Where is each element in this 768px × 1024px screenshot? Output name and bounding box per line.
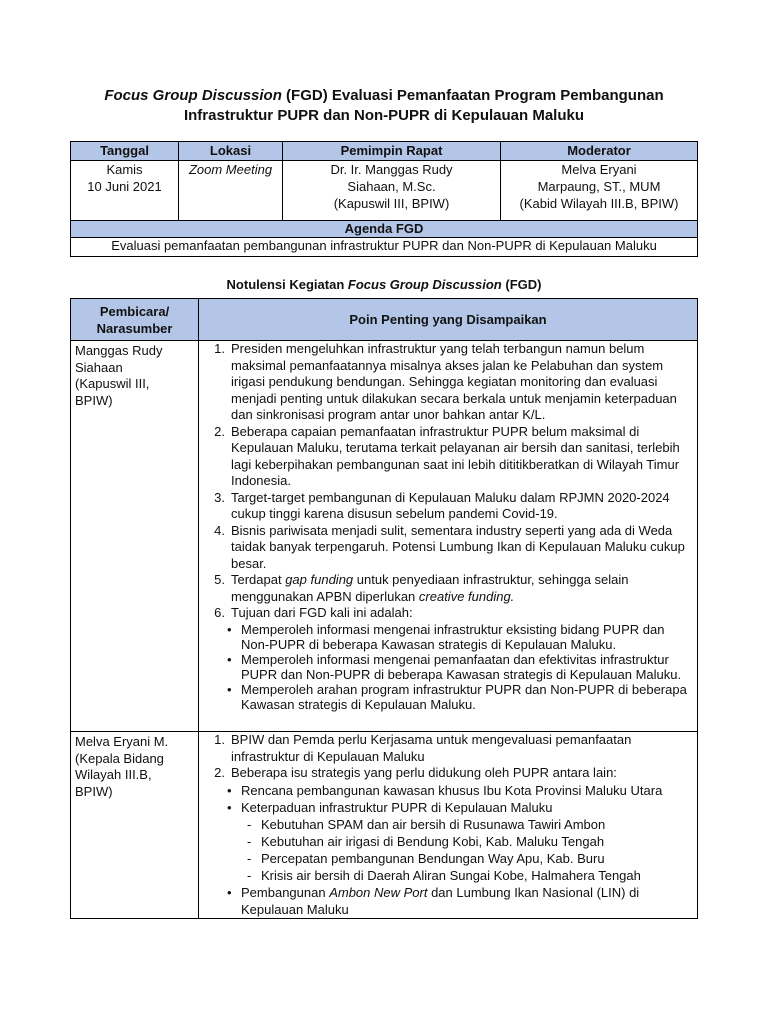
title-italic: Focus Group Discussion [104, 87, 282, 104]
list-item [205, 833, 691, 850]
list-item [205, 490, 691, 523]
bullet-text: Keterpaduan infrastruktur PUPR di Kepulauan Maluku [241, 799, 553, 815]
point-text: Beberapa isu strategis yang perlu didukung oleh PUPR antara lain: [231, 765, 617, 780]
item-number: 2. [214, 423, 225, 439]
table-row [71, 732, 698, 919]
list-item [205, 341, 691, 424]
pemimpin-line1: Dr. Ir. Manggas Rudy [330, 162, 453, 177]
pemimpin-line3: (Kapuswil III, BPIW) [333, 196, 450, 211]
dash-icon: - [247, 833, 252, 849]
item-number: 3. [214, 489, 225, 505]
dash-text: Percepatan pembangunan Bendungan Way Apu, Kab. Buru [261, 850, 605, 866]
header-moderator: Moderator [501, 142, 698, 161]
notulensi-title-post: (FGD) [501, 277, 542, 292]
bullet-icon: • [227, 651, 232, 667]
bullet-text: Memperoleh informasi mengenai pemanfaatan dan efektivitas infrastruktur PUPR dan Non-PUPR di beberapa Kawasan strategis di Kepulauan Maluku. [241, 651, 682, 682]
speaker-2-role3: BPIW) [75, 783, 113, 799]
pemimpin-line2: Siahaan, M.Sc. [347, 179, 436, 194]
dash-icon: - [247, 867, 252, 883]
item-number: 1. [214, 732, 225, 747]
speaker-2-name: Melva Eryani M. [75, 734, 169, 749]
speaker-1-name2: Siahaan [75, 359, 123, 375]
header-pembicara-line1: Pembicara/ [99, 303, 170, 319]
moderator-cell [501, 161, 698, 221]
dash-text: Kebutuhan SPAM dan air bersih di Rusunawa Tawiri Ambon [261, 816, 606, 832]
speaker-2-cell [71, 732, 199, 919]
title-line1: (FGD) Evaluasi Pemanfaatan Program Pembangunan [281, 87, 664, 104]
notulensi-title-pre: Notulensi Kegiatan [226, 277, 348, 292]
agenda-header: Agenda FGD [71, 221, 698, 238]
bullet-icon: • [227, 681, 232, 697]
notulensi-title [70, 276, 698, 294]
item-number: 2. [214, 765, 225, 780]
bullet-text: Memperoleh informasi mengenai infrastruktur eksisting bidang PUPR dan Non-PUPR di beberapa Kawasan strategis di Kepulauan Maluku. [241, 621, 665, 652]
list-item [205, 622, 691, 652]
dash-icon: - [247, 850, 252, 866]
header-pemimpin: Pemimpin Rapat [283, 142, 501, 161]
list-item [205, 572, 691, 605]
bullet-icon: • [227, 884, 232, 900]
dash-text: Kebutuhan air irigasi di Bendung Kobi, Kab. Maluku Tengah [261, 833, 605, 849]
moderator-line3: (Kabid Wilayah III.B, BPIW) [519, 196, 679, 211]
moderator-line2: Marpaung, ST., MUM [537, 179, 661, 194]
agenda-text: Evaluasi pemanfaatan pembangunan infrastruktur PUPR dan Non-PUPR di Kepulauan Maluku [71, 238, 698, 257]
table-row [71, 341, 698, 732]
speaker-1-role2: BPIW) [75, 392, 113, 408]
speaker-1-role: (Kapuswil III, [75, 376, 150, 391]
speaker-2-role2: Wilayah III.B, [75, 767, 152, 782]
lokasi-cell: Zoom Meeting [179, 161, 283, 221]
bullet-icon: • [227, 621, 232, 637]
notulensi-title-italic: Focus Group Discussion [347, 277, 502, 292]
point-text-a: Terdapat [231, 572, 286, 587]
header-pembicara [71, 299, 199, 341]
list-item [205, 816, 691, 833]
list-item [205, 523, 691, 573]
list-item [205, 732, 691, 765]
list-item [205, 682, 691, 712]
list-item [205, 867, 691, 884]
list-item [205, 850, 691, 867]
bullet-icon: • [227, 782, 232, 798]
point-text-b: untuk penyediaan infrastruktur, sehingga selain menggunakan APBN diperlukan [231, 572, 629, 604]
header-pembicara-line2: Narasumber [96, 320, 173, 336]
header-tanggal: Tanggal [71, 142, 179, 161]
item-number: 4. [214, 522, 225, 538]
tanggal-cell [71, 161, 179, 221]
point-text: Bisnis pariwisata menjadi sulit, sementara industry seperti yang ada di Weda taidak banyak terpengaruh. Potensi Lumbung Ikan di Kepulauan Maluku cukup besar. [231, 522, 685, 571]
point-text: Target-target pembangunan di Kepulauan Maluku dalam RPJMN 2020-2024 cukup tinggi karena disusun sebelum pandemi Covid-19. [231, 489, 670, 521]
notes-table [70, 298, 698, 919]
list-item [205, 782, 691, 799]
list-item [205, 424, 691, 490]
pemimpin-cell [283, 161, 501, 221]
list-item [205, 652, 691, 682]
speaker-2-role: (Kepala Bidang [75, 750, 164, 766]
point-text: Presiden mengeluhkan infrastruktur yang telah terbangun namun belum maksimal pemanfaatannya misalnya akses jalan ke Pelabuhan dan system irigasi pendukung bendungan. Sehingga kegiatan monitoring dan evaluasi menjadi penting untuk dilakukan secara berkala untuk menjamin keterpaduan dan sinkronisasi program antar unor bahkan antar K/L. [231, 341, 677, 422]
tanggal-date: 10 Juni 2021 [87, 179, 162, 194]
bullet-text-em: Ambon New Port [329, 884, 428, 900]
speaker-1-name: Manggas Rudy [75, 343, 163, 358]
item-number: 1. [214, 341, 225, 356]
list-item [205, 765, 691, 782]
dash-text: Krisis air bersih di Daerah Aliran Sungai Kobe, Halmahera Tengah [261, 867, 641, 883]
point-text-em2: creative funding. [418, 588, 515, 604]
point-text: Beberapa capaian pemanfaatan infrastruktur PUPR belum maksimal di Kepulauan Maluku, terutama terkait pelayanan air bersih dan sanitasi, terlebih lagi keberpihakan pembangunan saat ini lebih dititikberatkan di Wilayah Timur Indonesia. [231, 423, 680, 488]
bullet-text: Memperoleh arahan program infrastruktur PUPR dan Non-PUPR di beberapa Kawasan strategis di Kepulauan Maluku. [241, 681, 687, 712]
dash-icon: - [247, 816, 252, 832]
tanggal-day: Kamis [106, 162, 143, 177]
bullet-icon: • [227, 799, 232, 815]
point-text: BPIW dan Pemda perlu Kerjasama untuk mengevaluasi pemanfaatan infrastruktur di Kepulauan Maluku [231, 732, 632, 764]
info-table [70, 141, 698, 257]
header-lokasi: Lokasi [179, 142, 283, 161]
item-number: 6. [214, 605, 225, 620]
speaker-1-cell [71, 341, 199, 732]
bullet-text-a: Pembangunan [241, 884, 330, 900]
list-item [205, 605, 691, 622]
speaker-2-points [199, 732, 698, 919]
item-number: 5. [214, 572, 225, 587]
document-title [70, 86, 698, 126]
bullet-text-b: dan Lumbung Ikan Nasional (LIN) di Kepulauan Maluku [241, 884, 640, 917]
header-poin: Poin Penting yang Disampaikan [199, 299, 698, 341]
list-item [205, 799, 691, 816]
point-text-em: gap funding [285, 572, 354, 587]
list-item [205, 884, 691, 918]
bullet-text: Rencana pembangunan kawasan khusus Ibu Kota Provinsi Maluku Utara [241, 782, 663, 798]
point-text: Tujuan dari FGD kali ini adalah: [231, 605, 413, 620]
speaker-1-points [199, 341, 698, 732]
title-line2: Infrastruktur PUPR dan Non-PUPR di Kepulauan Maluku [183, 107, 585, 124]
moderator-line1: Melva Eryani [561, 162, 637, 177]
